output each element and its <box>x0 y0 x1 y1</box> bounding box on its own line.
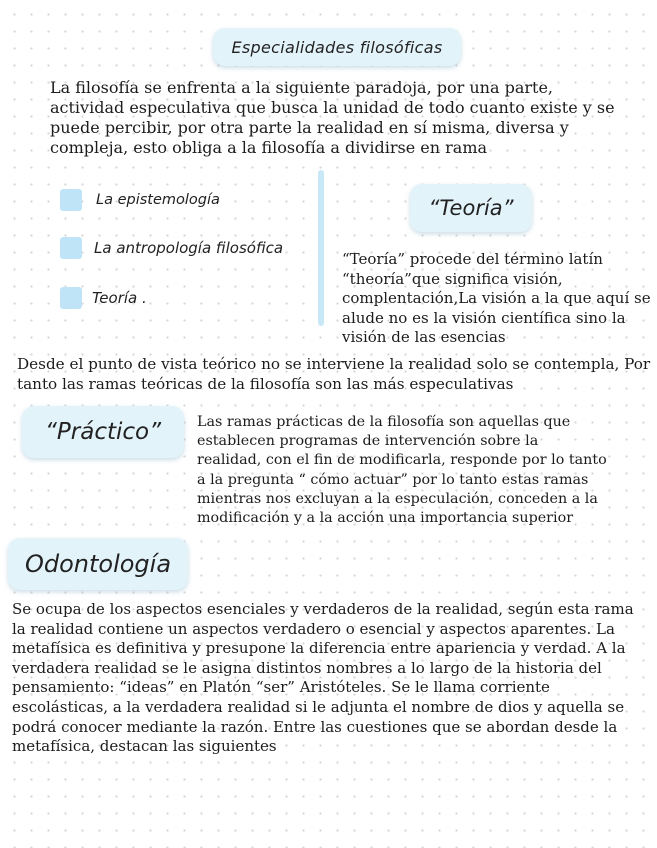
odontologia-text: Se ocupa de los aspectos esenciales y verdaderos de la realidad, según esta rama la realidad contiene un aspectos verdadero o esencial y aspectos aparentes. La metafísica es definitiva y presupone la diferencia entre apariencia y verdad. A la verdadera realidad se le asigna distintos nombres a lo largo de la historia del pensamiento: “ideas” en Platón “ser” Aristóteles. Se le llama corriente escolásticas, a la verdadera realidad si le adjunta el nombre de dios y aquella se podrá conocer mediante la razón. Entre las cuestiones que se abordan desde la metafísica, destacan las siguientes <box>12 600 634 756</box>
list-item-label: La antropología filosófica <box>94 239 284 257</box>
checkbox-icon[interactable] <box>60 237 82 259</box>
checkbox-icon[interactable] <box>60 287 82 309</box>
list-item <box>60 284 320 312</box>
list-item-label: La epistemología <box>96 192 220 208</box>
list-item-label: Teoría . <box>92 289 147 307</box>
vertical-divider <box>318 170 324 326</box>
teoria-heading: “Teoría” <box>428 196 514 220</box>
practico-heading-badge <box>22 406 184 458</box>
odontologia-heading-badge <box>8 538 188 590</box>
page-title-badge <box>213 28 461 66</box>
list-item <box>60 186 320 214</box>
list-item <box>60 234 320 262</box>
teoria-heading-badge <box>410 184 532 232</box>
practico-text: Las ramas prácticas de la filosofía son aquellas que establecen programas de intervención sobre la realidad, con el fin de modificarla, responde por lo tanto a la pregunta “ cómo actuar” por lo tanto estas ramas mientras nos excluyan a la especulación, conceden a la modificación y a la acción una importancia superior <box>197 414 607 527</box>
practico-heading: “Práctico” <box>44 419 162 445</box>
page-title: Especialidades filosóficas <box>231 37 443 57</box>
teoria-text: “Teoría” procede del término latín “theoría”que significa visión, complentación,La visión a la que aquí se alude no es la visión científica sino la visión de las esencias <box>342 250 651 346</box>
odontologia-heading: Odontología <box>24 550 172 578</box>
checkbox-icon[interactable] <box>60 189 82 211</box>
theoretical-note: Desde el punto de vista teórico no se interviene la realidad solo se contempla, Por tanto las ramas teóricas de la filosofía son las más especulativas <box>17 355 651 393</box>
intro-paragraph: La filosofía se enfrenta a la siguiente paradoja, por una parte, actividad especulativa que busca la unidad de todo cuanto existe y se puede percibir, por otra parte la realidad en sí misma, diversa y compleja, esto obliga a la filosofía a dividirse en rama <box>50 78 615 157</box>
branch-list <box>60 186 320 312</box>
